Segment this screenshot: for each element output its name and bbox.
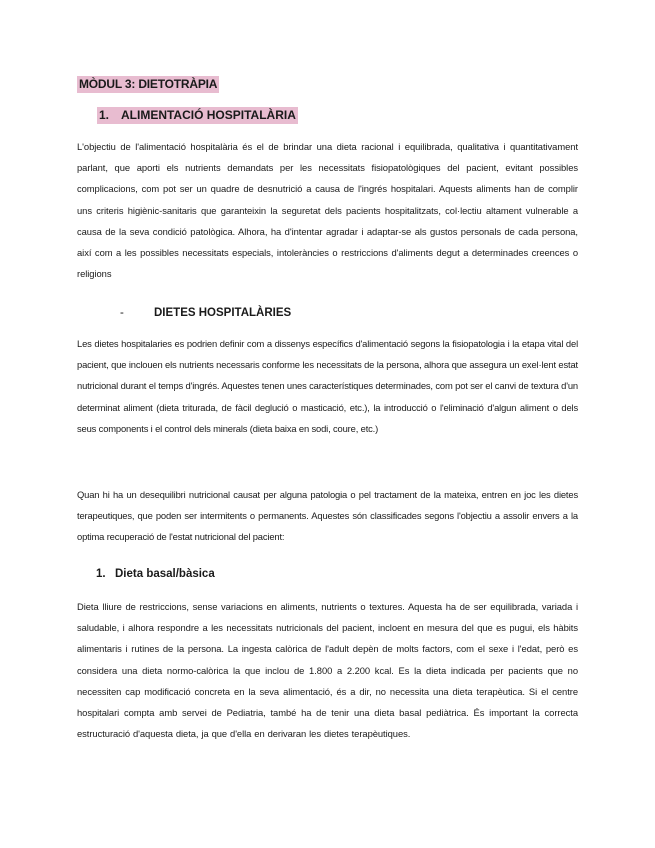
section-heading (97, 108, 298, 122)
module-title-text: MÒDUL 3: DIETOTRÀPIA (79, 77, 218, 91)
paragraph-basal-diet: Dieta lliure de restriccions, sense variacions en aliments, nutrients o textures. Aquesta ha de ser equilibrada, variada i saludable, i alhora respondre a les necessitats nutricionals del pacient, incloent en mesura del que es pugui, els hàbits alimentaris i rutines de la persona. La ingesta calòrica de l'adult depèn de molts factors, com el sexe i l'edat, però es considera una dieta normo-calòrica la que inclou de 1.800 a 2.200 kcal. Es la dieta indicada per pacients que no necessiten cap modificació concreta en la seva alimentació, és a dir, no necessita una dieta terapèutica. Si el centre hospitalari compta amb servei de Pediatria, també ha de tenir una dieta basal pediàtrica. És important la correcta estructuració d'aquesta dieta, ja que d'ella en derivaran les dietes terapèutiques. (77, 601, 578, 740)
paragraph-therapeutic-diets: Quan hi ha un desequilibri nutricional causat per alguna patologia o pel tractament de la mateixa, entren en joc les dietes terapeutiques, que poden ser intermitents o permanents. Aquestes són classificades segons l'objectiu a assolir envers a la optima recuperació de l'estat nutricional del pacient: (77, 489, 578, 543)
paragraph-intro: L'objectiu de l'alimentació hospitalària és el de brindar una dieta racional i equilibrada, qualitativa i quantitativament parlant, que aporti els nutrients demandats per les necessitats fisiopatològiques del pacient, evitant possibles complicacions, com pot ser un quadre de desnutrició a causa de l'ingrés hospitalari. Aquests aliments han de complir uns criteris higiènic-sanitaris que garanteixin la seguretat dels pacients hospitalitzats, col·lectiu altament vulnerable a causa de la seva condició patològica. Alhora, ha d'intentar agradar i adaptar-se als gustos personals de cada persona, així com a les possibles necessitats especials, intoleràncies o restriccions d'aliments degut a determinades creences o religions (77, 141, 578, 280)
paragraph-hospital-diets: Les dietes hospitalaries es podrien definir com a dissenys específics d'alimentació segons la fisiopatologia i la etapa vital del pacient, que inclouen els nutrients necessaris conforme les necessitats de la persona, alhora que assegura un exel·lent estat nutricional durant el temps d'ingrés. Aquestes tenen unes característiques determinades, com pot ser el canvi de textura d'un determinat aliment (dieta triturada, de fàcil deglució o masticació, etc.), la introducció o l'eliminació d'algun aliment o dels seus components i el control dels minerals (dieta baixa en sodi, coure, etc.) (77, 338, 578, 434)
subsection-title: DIETES HOSPITALÀRIES (154, 307, 292, 319)
item-title: Dieta basal/bàsica (115, 568, 215, 580)
item-heading (96, 568, 215, 580)
subsection-bullet: - (120, 307, 124, 319)
section-title: ALIMENTACIÓ HOSPITALÀRIA (121, 108, 296, 122)
subsection-heading (120, 307, 291, 319)
item-number: 1. (96, 568, 106, 580)
section-heading-highlight (97, 107, 298, 124)
module-title (77, 77, 578, 91)
section-number: 1. (99, 108, 110, 122)
